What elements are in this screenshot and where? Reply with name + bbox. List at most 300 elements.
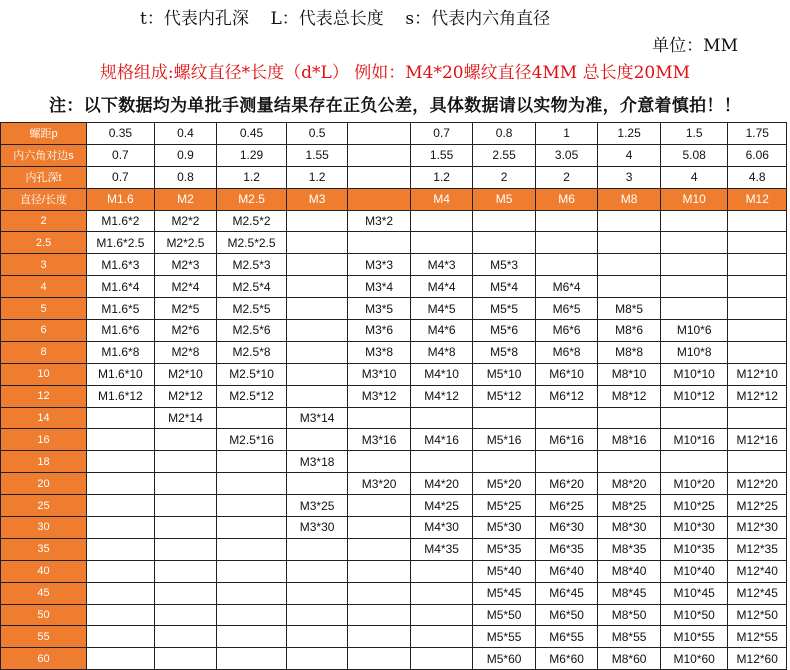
length-row [1,254,787,276]
table-cell: M10*50 [660,604,728,626]
table-cell: M2*8 [154,341,217,363]
row-header-cell: 4 [1,276,87,298]
table-cell [217,604,287,626]
table-cell: M3*25 [286,495,347,517]
table-cell [87,538,155,560]
table-cell [87,473,155,495]
table-cell: M12*60 [728,648,787,670]
table-cell: M2.5*10 [217,363,287,385]
table-cell: M1.6*2 [87,210,155,232]
table-cell: M5*4 [473,276,536,298]
table-cell: M4*20 [410,473,473,495]
table-cell [348,626,411,648]
table-cell: M1.6*10 [87,363,155,385]
table-cell [473,451,536,473]
table-cell: M3*6 [348,320,411,342]
row-header-cell: 45 [1,582,87,604]
table-cell [660,254,728,276]
table-cell [598,210,661,232]
table-cell: M3*5 [348,298,411,320]
table-cell: M5*30 [473,517,536,539]
row-header-cell: 60 [1,648,87,670]
table-cell: M12*12 [728,385,787,407]
table-cell: M2.5*2 [217,210,287,232]
table-cell: M4*10 [410,363,473,385]
length-row [1,626,787,648]
table-cell [535,407,598,429]
table-cell: M8*10 [598,363,661,385]
table-cell: M1.6 [87,188,155,210]
table-cell: 1.75 [728,123,787,145]
table-cell [87,604,155,626]
row-header-cell: 12 [1,385,87,407]
table-cell: M1.6*3 [87,254,155,276]
length-row [1,451,787,473]
table-cell: 0.8 [473,123,536,145]
table-cell: 1.2 [217,166,287,188]
table-cell: M12*30 [728,517,787,539]
table-cell: 4.8 [728,166,787,188]
table-cell: M2*14 [154,407,217,429]
table-cell: M8 [598,188,661,210]
table-cell [286,385,347,407]
table-cell: M6*5 [535,298,598,320]
table-cell [217,626,287,648]
table-cell: 5.08 [660,144,728,166]
pitch-row [1,123,787,145]
table-cell [348,538,411,560]
table-cell: M3*8 [348,341,411,363]
table-cell: M8*25 [598,495,661,517]
table-cell: M4*3 [410,254,473,276]
table-cell: M8*12 [598,385,661,407]
table-cell: 2.55 [473,144,536,166]
table-cell: 0.7 [410,123,473,145]
table-cell [286,648,347,670]
length-row [1,276,787,298]
table-cell: 1.25 [598,123,661,145]
table-cell: 2 [473,166,536,188]
table-cell: 0.8 [154,166,217,188]
table-cell: M8*20 [598,473,661,495]
table-cell: 1.2 [286,166,347,188]
table-cell [410,648,473,670]
table-cell: M2.5*12 [217,385,287,407]
table-cell [410,604,473,626]
table-cell [660,276,728,298]
table-cell: M5*40 [473,560,536,582]
table-cell: M10*60 [660,648,728,670]
table-cell [286,582,347,604]
table-cell: M5*55 [473,626,536,648]
table-cell [660,407,728,429]
table-cell [348,407,411,429]
table-cell: 3 [598,166,661,188]
table-cell: M3 [286,188,347,210]
table-cell: 6.06 [728,144,787,166]
table-cell: M4*16 [410,429,473,451]
table-cell [154,560,217,582]
table-cell [410,210,473,232]
table-cell [535,232,598,254]
table-cell: M4*25 [410,495,473,517]
table-cell [598,254,661,276]
table-cell [154,582,217,604]
row-header-cell: 25 [1,495,87,517]
table-cell: M4*6 [410,320,473,342]
row-header-cell: 50 [1,604,87,626]
length-row [1,604,787,626]
row-header-cell: 2.5 [1,232,87,254]
table-cell [217,538,287,560]
table-cell [286,473,347,495]
table-cell: M5*12 [473,385,536,407]
table-cell: M8*45 [598,582,661,604]
table-cell [286,232,347,254]
table-cell [286,276,347,298]
table-cell [535,451,598,473]
table-cell: M12*55 [728,626,787,648]
length-row [1,495,787,517]
table-cell: M12*45 [728,582,787,604]
row-header-cell: 30 [1,517,87,539]
table-cell [473,210,536,232]
table-cell: M2*5 [154,298,217,320]
table-cell: M2.5 [217,188,287,210]
table-cell [660,451,728,473]
table-cell: M4 [410,188,473,210]
table-cell [728,232,787,254]
table-cell: M8*40 [598,560,661,582]
table-cell: M2.5*16 [217,429,287,451]
table-cell: M12*50 [728,604,787,626]
table-cell [410,560,473,582]
table-cell [348,166,411,188]
table-cell: M5*3 [473,254,536,276]
table-cell [154,626,217,648]
table-cell: M4*30 [410,517,473,539]
table-cell [87,495,155,517]
table-cell [217,560,287,582]
table-cell [728,407,787,429]
unit-label: 单位：MM [652,36,738,56]
row-header-cell: 2 [1,210,87,232]
table-cell: M10*55 [660,626,728,648]
table-cell [410,407,473,429]
table-cell [217,648,287,670]
length-row [1,538,787,560]
table-cell: M2.5*6 [217,320,287,342]
table-cell [154,473,217,495]
table-cell [728,320,787,342]
table-cell [286,626,347,648]
table-cell: M10*40 [660,560,728,582]
table-cell: M6*55 [535,626,598,648]
table-cell [410,582,473,604]
table-cell: M3*4 [348,276,411,298]
table-cell: M10*20 [660,473,728,495]
table-cell: 1.5 [660,123,728,145]
table-cell: M2*12 [154,385,217,407]
length-row [1,298,787,320]
table-cell [154,517,217,539]
table-cell [154,429,217,451]
table-cell [286,320,347,342]
table-cell: M3*20 [348,473,411,495]
table-cell: M8*16 [598,429,661,451]
table-cell [410,451,473,473]
length-row [1,407,787,429]
diameter-row [1,188,787,210]
table-cell: M10*25 [660,495,728,517]
table-cell [598,407,661,429]
table-cell: M8*55 [598,626,661,648]
table-cell [87,648,155,670]
table-cell: M6*35 [535,538,598,560]
table-cell [286,363,347,385]
table-cell: M6*40 [535,560,598,582]
table-cell: M4*8 [410,341,473,363]
table-cell: M5*50 [473,604,536,626]
table-cell: M1.6*8 [87,341,155,363]
table-cell [87,429,155,451]
length-row [1,363,787,385]
table-cell: M8*6 [598,320,661,342]
table-cell: M8*50 [598,604,661,626]
length-row [1,517,787,539]
table-cell: 0.4 [154,123,217,145]
table-cell [286,254,347,276]
table-cell [87,517,155,539]
table-cell: M5*10 [473,363,536,385]
table-cell: 4 [598,144,661,166]
table-cell: 4 [660,166,728,188]
row-header-cell: 16 [1,429,87,451]
table-cell: M4*4 [410,276,473,298]
row-header-cell: 14 [1,407,87,429]
table-cell: M2*3 [154,254,217,276]
table-cell [217,582,287,604]
table-cell: M6*16 [535,429,598,451]
table-cell [87,560,155,582]
table-cell: M12*25 [728,495,787,517]
table-cell [154,495,217,517]
table-cell [348,604,411,626]
table-cell: M3*30 [286,517,347,539]
table-cell: M2*2 [154,210,217,232]
table-cell: M12*10 [728,363,787,385]
table-cell [728,341,787,363]
table-cell [217,495,287,517]
row-header-cell: 5 [1,298,87,320]
row-header-cell: 18 [1,451,87,473]
table-cell: M6*60 [535,648,598,670]
table-body [1,123,787,670]
table-cell: M8*30 [598,517,661,539]
row-header-cell: 10 [1,363,87,385]
table-cell [598,451,661,473]
table-cell: M5*45 [473,582,536,604]
table-cell: M2*2.5 [154,232,217,254]
table-cell [217,473,287,495]
length-row [1,429,787,451]
table-cell: M12 [728,188,787,210]
table-cell [348,582,411,604]
length-row [1,648,787,670]
table-cell [535,254,598,276]
table-cell: M1.6*4 [87,276,155,298]
table-cell [286,538,347,560]
table-cell [217,407,287,429]
length-row [1,582,787,604]
table-cell [473,407,536,429]
table-cell: M6*25 [535,495,598,517]
table-cell: M10 [660,188,728,210]
table-cell: M6*10 [535,363,598,385]
table-cell: 1.29 [217,144,287,166]
table-cell: M3*3 [348,254,411,276]
table-cell: M1.6*12 [87,385,155,407]
row-header-cell: 内孔深t [1,166,87,188]
spec-format-text: 规格组成:螺纹直径*长度（d*L） 例如：M4*20螺纹直径4MM 总长度20MM [99,63,691,83]
table-cell [286,604,347,626]
length-row [1,473,787,495]
table-cell [348,144,411,166]
table-cell: M8*60 [598,648,661,670]
table-cell: M12*40 [728,560,787,582]
table-cell: M4*5 [410,298,473,320]
row-header-cell: 内六角对边s [1,144,87,166]
row-header-cell: 55 [1,626,87,648]
table-cell: M3*12 [348,385,411,407]
table-cell [348,188,411,210]
table-cell: M5*25 [473,495,536,517]
length-row [1,341,787,363]
row-header-cell: 20 [1,473,87,495]
table-cell: M5*16 [473,429,536,451]
table-cell: 1.55 [410,144,473,166]
table-cell [87,626,155,648]
table-cell: M12*35 [728,538,787,560]
table-cell [87,407,155,429]
row-header-cell: 3 [1,254,87,276]
table-cell: M1.6*5 [87,298,155,320]
table-cell [660,298,728,320]
length-row [1,560,787,582]
table-cell [410,626,473,648]
row-header-cell: 6 [1,320,87,342]
table-cell: 1 [535,123,598,145]
table-cell [473,232,536,254]
table-cell: M3*2 [348,210,411,232]
table-cell [728,276,787,298]
legend-text: t：代表内孔深 L：代表总长度 s：代表内六角直径 [140,9,551,29]
table-cell: 0.45 [217,123,287,145]
table-cell [154,538,217,560]
hex-size-row [1,144,787,166]
table-cell [598,276,661,298]
table-cell: M10*16 [660,429,728,451]
table-cell: M2.5*8 [217,341,287,363]
screw-size-table [0,122,787,670]
table-cell [348,123,411,145]
table-cell: M10*12 [660,385,728,407]
table-cell: 0.7 [87,144,155,166]
table-cell: M6*6 [535,320,598,342]
table-cell: M2.5*4 [217,276,287,298]
table-cell: M10*35 [660,538,728,560]
table-cell [535,210,598,232]
table-cell [348,648,411,670]
hole-depth-row [1,166,787,188]
length-row [1,232,787,254]
table-cell [217,517,287,539]
table-cell: M3*18 [286,451,347,473]
table-cell [286,210,347,232]
table-cell [348,495,411,517]
table-cell: M2*10 [154,363,217,385]
table-cell: M2*4 [154,276,217,298]
table-cell: M8*8 [598,341,661,363]
table-cell [286,560,347,582]
table-cell: M6*8 [535,341,598,363]
table-cell: M8*35 [598,538,661,560]
table-cell: 2 [535,166,598,188]
table-cell [154,648,217,670]
tolerance-note: 注：以下数据均为单批手测量结果存在正负公差，具体数据请以实物为准，介意着慎拍！！ [49,96,741,116]
table-cell: M2.5*2.5 [217,232,287,254]
table-cell [286,298,347,320]
row-header-cell: 螺距p [1,123,87,145]
table-cell [348,517,411,539]
table-cell: M2*6 [154,320,217,342]
table-cell: M10*30 [660,517,728,539]
table-cell [728,210,787,232]
row-header-cell: 直径/长度 [1,188,87,210]
length-row [1,320,787,342]
table-cell: M3*14 [286,407,347,429]
table-cell: M12*20 [728,473,787,495]
table-cell: M8*5 [598,298,661,320]
length-row [1,385,787,407]
table-cell [728,254,787,276]
table-cell: M10*8 [660,341,728,363]
table-cell [410,232,473,254]
table-cell: M5*8 [473,341,536,363]
table-cell: 3.05 [535,144,598,166]
table-cell: M6*50 [535,604,598,626]
table-cell [286,429,347,451]
table-cell [660,210,728,232]
length-row [1,210,787,232]
table-cell [87,582,155,604]
table-cell [154,451,217,473]
table-cell [660,232,728,254]
table-cell: M6*30 [535,517,598,539]
table-cell: M3*10 [348,363,411,385]
table-cell [286,341,347,363]
table-cell: M5 [473,188,536,210]
table-cell: M5*35 [473,538,536,560]
table-cell: M12*16 [728,429,787,451]
table-cell: M5*20 [473,473,536,495]
table-cell [348,560,411,582]
table-cell: 0.35 [87,123,155,145]
table-cell: M6*20 [535,473,598,495]
table-cell: M6*4 [535,276,598,298]
table-cell: M3*16 [348,429,411,451]
table-cell [728,298,787,320]
